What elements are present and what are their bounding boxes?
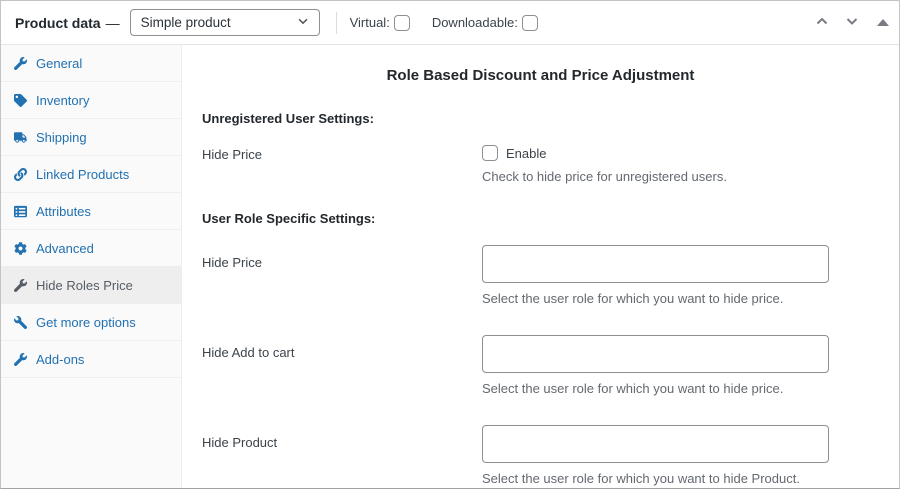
wrench-icon — [14, 279, 27, 292]
product-type-value: Simple product — [140, 15, 231, 30]
role-hide-add-to-cart-row — [202, 335, 879, 396]
unregistered-settings-heading: Unregistered User Settings: — [202, 111, 374, 126]
tab-label: Advanced — [36, 240, 94, 256]
tab-label: General — [36, 55, 83, 71]
tab-label: Inventory — [36, 92, 90, 108]
metabox-title: Product data — [15, 14, 101, 31]
hide-roles-price-panel — [182, 45, 899, 488]
user-role-settings-heading: User Role Specific Settings: — [202, 211, 376, 226]
hide-price-label: Hide Price — [202, 147, 262, 162]
unregistered-hide-price-row — [202, 145, 879, 184]
product-type-select[interactable] — [130, 9, 320, 36]
hide-price-roles-input[interactable] — [482, 245, 829, 283]
gear-icon — [14, 242, 27, 255]
truck-icon — [14, 131, 27, 144]
tab-shipping[interactable] — [1, 119, 181, 156]
hide-product-roles-input[interactable] — [482, 425, 829, 463]
downloadable-checkbox[interactable] — [522, 15, 538, 31]
tab-add-ons[interactable] — [1, 341, 181, 378]
tab-label: Linked Products — [36, 166, 130, 182]
tab-inventory[interactable] — [1, 82, 181, 119]
tab-label: Get more options — [36, 314, 136, 330]
header-divider — [336, 12, 337, 34]
hide-add-to-cart-roles-input[interactable] — [482, 335, 829, 373]
tab-general[interactable] — [1, 45, 181, 82]
virtual-checkbox[interactable] — [394, 15, 410, 31]
tab-label: Shipping — [36, 129, 87, 145]
move-down-button[interactable] — [841, 12, 863, 34]
tab-attributes[interactable] — [1, 193, 181, 230]
hide-price-roles-description: Select the user role for which you want to hide price. — [482, 291, 784, 306]
tag-icon — [14, 94, 27, 107]
metabox-header — [1, 1, 899, 45]
tab-linked-products[interactable] — [1, 156, 181, 193]
tab-hide-roles-price[interactable] — [1, 267, 181, 304]
hide-price-label: Hide Price — [202, 255, 262, 270]
chevron-up-icon — [814, 13, 830, 32]
hide-price-enable-checkbox[interactable] — [482, 145, 498, 161]
downloadable-label: Downloadable: — [431, 15, 518, 30]
enable-label: Enable — [506, 145, 547, 161]
tab-advanced[interactable] — [1, 230, 181, 267]
hide-add-to-cart-label: Hide Add to cart — [202, 345, 295, 360]
move-up-button[interactable] — [811, 12, 833, 34]
link-icon — [14, 168, 27, 181]
panel-title: Role Based Discount and Price Adjustment — [386, 67, 695, 84]
role-hide-price-row — [202, 245, 879, 306]
hide-product-label: Hide Product — [202, 435, 278, 450]
toggle-panel-triangle-icon[interactable] — [877, 19, 889, 26]
wrench-alt-icon — [14, 316, 27, 329]
tab-label: Attributes — [36, 203, 91, 219]
metabox-title-dash: — — [105, 14, 120, 31]
chevron-down-icon — [296, 14, 310, 31]
role-hide-product-row — [202, 425, 879, 486]
wrench-icon — [14, 353, 27, 366]
tab-label: Hide Roles Price — [36, 277, 133, 293]
virtual-label: Virtual: — [349, 15, 390, 30]
tab-label: Add-ons — [36, 351, 85, 367]
wrench-icon — [14, 57, 27, 70]
product-data-tabs — [1, 45, 182, 488]
hide-add-to-cart-roles-description: Select the user role for which you want to hide price. — [482, 381, 784, 396]
tab-get-more-options[interactable] — [1, 304, 181, 341]
hide-price-description: Check to hide price for unregistered users. — [482, 169, 727, 184]
chevron-down-icon — [844, 13, 860, 32]
list-icon — [14, 205, 27, 218]
hide-product-roles-description: Select the user role for which you want to hide Product. — [482, 471, 800, 486]
